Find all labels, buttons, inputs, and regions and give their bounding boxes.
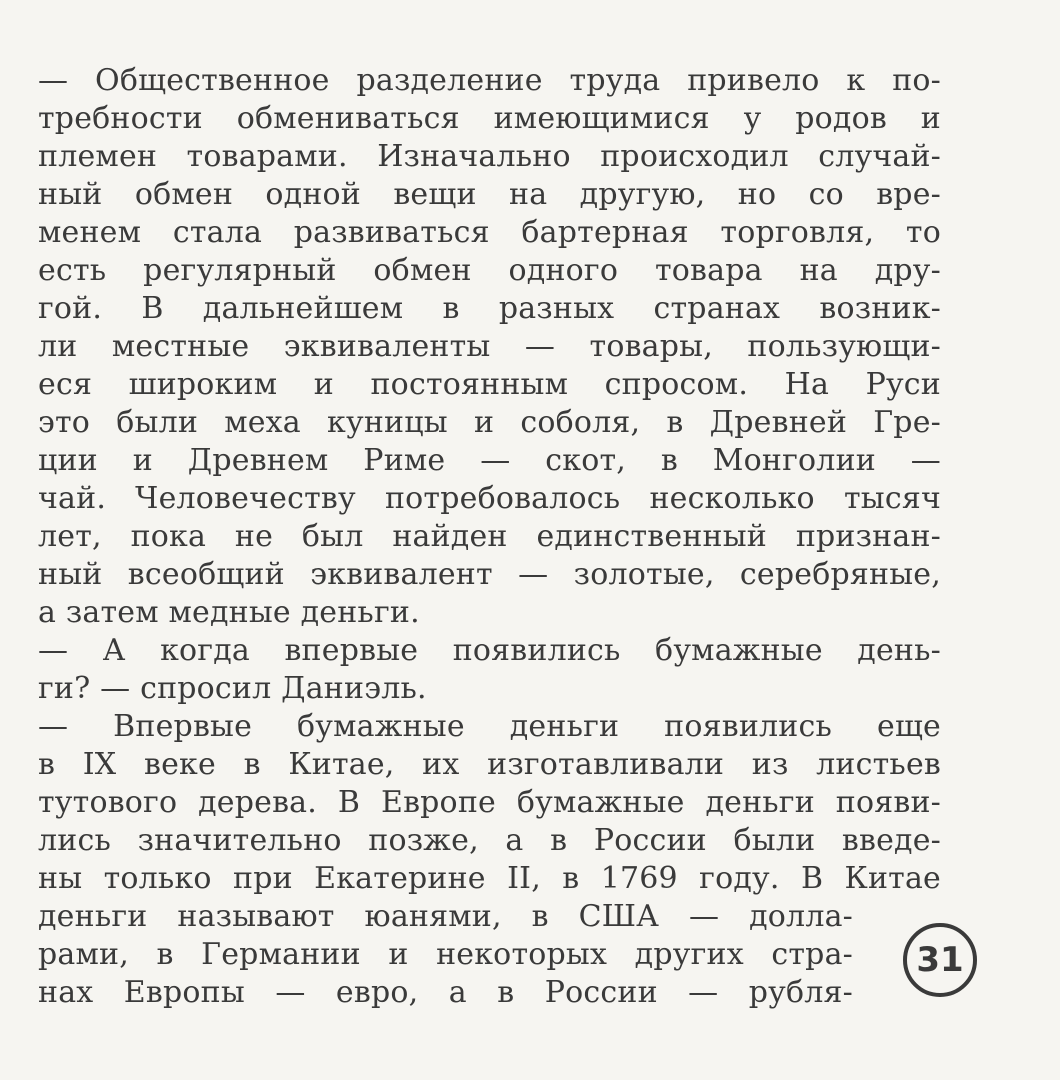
page-number: 31 bbox=[903, 923, 977, 997]
text-line: ги? — спросил Даниэль. bbox=[38, 671, 427, 706]
text-line: в IX веке в Китае, их изготавливали из листьев bbox=[38, 747, 941, 782]
text-line: — Общественное разделение труда привело к по- bbox=[38, 63, 941, 98]
text-line: это были меха куницы и соболя, в Древней Гре- bbox=[38, 405, 941, 440]
text-line: ны только при Екатерине II, в 1769 году. В Китае bbox=[38, 861, 941, 896]
text-line: еся широким и постоянным спросом. На Руси bbox=[38, 367, 941, 402]
text-line: — А когда впервые появились бумажные день- bbox=[38, 633, 941, 668]
text-line: а затем медные деньги. bbox=[38, 595, 420, 630]
text-line: менем стала развиваться бартерная торговля, то bbox=[38, 215, 941, 250]
text-line: ный всеобщий эквивалент — золотые, серебряные, bbox=[38, 557, 941, 592]
text-line: чай. Человечеству потребовалось несколько тысяч bbox=[38, 481, 941, 516]
text-line: ный обмен одной вещи на другую, но со вре- bbox=[38, 177, 941, 212]
text-line: требности обмениваться имеющимися у родов и bbox=[38, 101, 941, 136]
text-line: лет, пока не был найден единственный признан- bbox=[38, 519, 941, 554]
text-line: нах Европы — евро, а в России — рубля- bbox=[38, 975, 853, 1010]
text-line: есть регулярный обмен одного товара на дру- bbox=[38, 253, 941, 288]
text-line: гой. В дальнейшем в разных странах возник- bbox=[38, 291, 941, 326]
text-line: деньги называют юанями, в США — долла- bbox=[38, 899, 853, 934]
text-line: лись значительно позже, а в России были введе- bbox=[38, 823, 941, 858]
text-line: — Впервые бумажные деньги появились еще bbox=[38, 709, 941, 744]
text-line: племен товарами. Изначально происходил случай- bbox=[38, 139, 941, 174]
text-line: рами, в Германии и некоторых других стра- bbox=[38, 937, 853, 972]
text-line: ли местные эквиваленты — товары, пользующи- bbox=[38, 329, 941, 364]
text-line: ции и Древнем Риме — скот, в Монголии — bbox=[38, 443, 941, 478]
text-line: тутового дерева. В Европе бумажные деньги появи- bbox=[38, 785, 941, 820]
